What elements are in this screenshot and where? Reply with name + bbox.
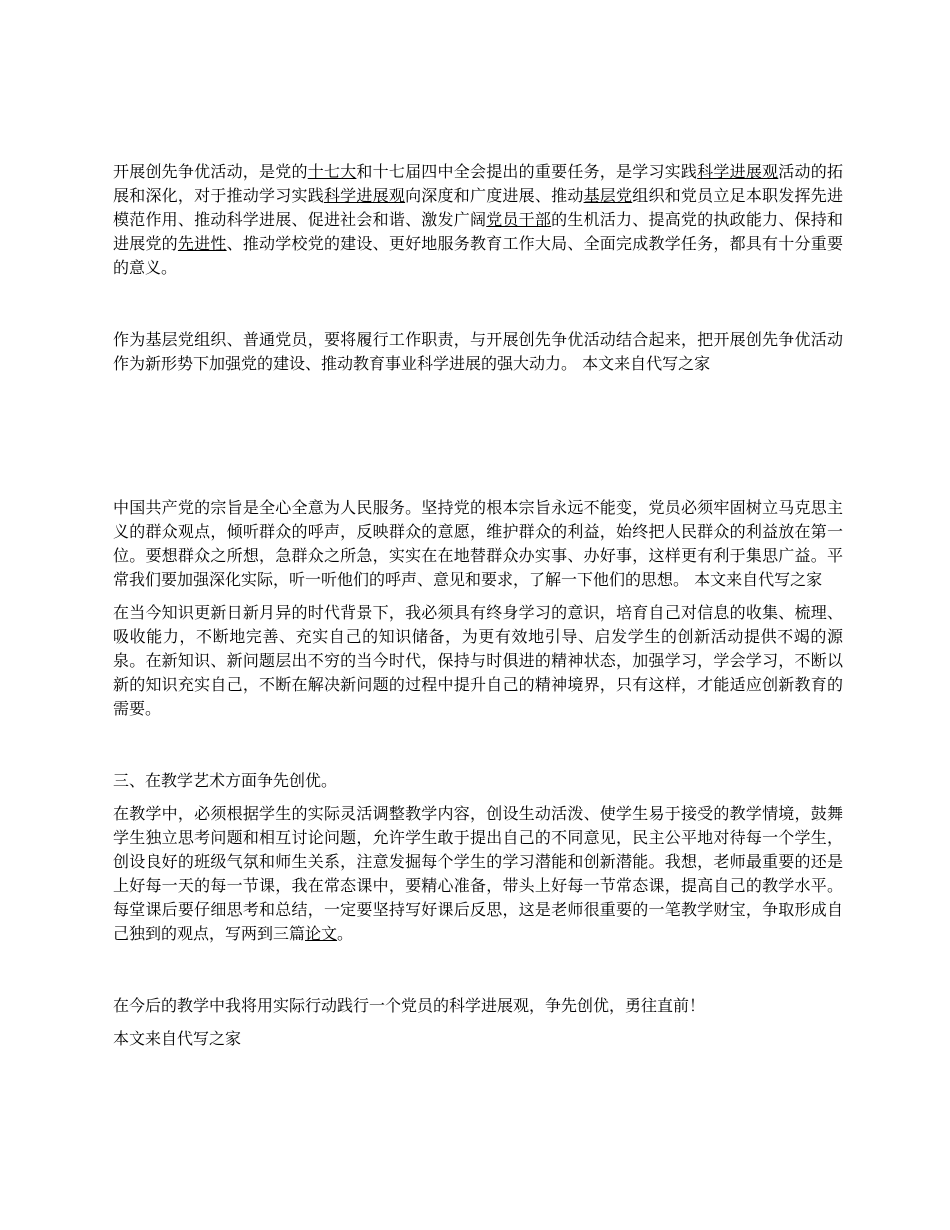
link-kexue-jinzhanguan-2[interactable]: 科学进展观 [323, 186, 406, 205]
link-lunwen[interactable]: 论文 [305, 924, 338, 943]
paragraph-party-purpose: 中国共产党的宗旨是全心全意为人民服务。坚持党的根本宗旨永远不能变，党员必须牢固树立马克思主义的群众观点，倾听群众的呼声，反映群众的意愿，维护群众的利益，始终把人民群众的利益放在第一位。要想群众之所想，急群众之所急，实实在在地替群众办实事、办好事，这样更有利于集思广益。平常我们要加强深化实际，听一听他们的呼声、意见和要求，了解一下他们的思想。 本文来自代写之家 [113, 498, 843, 589]
link-dangyuan-ganbu[interactable]: 党员干部 [486, 210, 552, 229]
text-run: 组织和党员立足本职发挥先进模范作用、推动科学进展、促进社会和谐、激发广阔 [113, 186, 843, 229]
link-xianjinxing[interactable]: 先进性 [177, 234, 227, 253]
link-jiceng-dang[interactable]: 基层党 [583, 186, 633, 205]
text-run: 的生机活力、提高党的执政能力、保持和进展党的 [113, 210, 843, 253]
text-run: 。 [337, 924, 354, 943]
document-body [113, 160, 843, 1051]
paragraph-teaching [113, 802, 843, 946]
paragraph-intro [113, 160, 843, 280]
text-run: 在教学中，必须根据学生的实际灵活调整教学内容，创设生动活泼、使学生易于接受的教学情境，鼓舞学生独立思考问题和相互讨论问题，允许学生敢于提出自己的不同意见，民主公平地对待每一个学生，创设良好的班级气氛和师生关系，注意发掘每个学生的学习潜能和创新潜能。我想，老师最重要的还是上好每一天的每一节课，我在常态课中，要精心准备，带头上好每一节常态课，提高自己的教学水平。每堂课后要仔细思考和总结，一定要坚持写好课后反思，这是老师很重要的一笔教学财宝，争取形成自己独到的观点，写两到三篇 [113, 804, 843, 943]
text-run: 向深度和广度进展、推动 [405, 186, 584, 205]
text-run: 活动的拓展和深化，对于推动学习实践 [113, 162, 843, 205]
text-run: 和十七届四中全会提出的重要任务，是学习实践 [356, 162, 698, 181]
paragraph-duty: 作为基层党组织、普通党员，要将履行工作职责，与开展创先争优活动结合起来，把开展创先争优活动作为新形势下加强党的建设、推动教育事业科学进展的强大动力。 本文来自代写之家 [113, 330, 843, 373]
text-run: 、推动学校党的建设、更好地服务教育工作大局、全面完成教学任务，都具有十分重要的意义。 [113, 234, 843, 277]
paragraph-conclusion: 在今后的教学中我将用实际行动践行一个党员的科学进展观，争先创优，勇往直前！ [113, 996, 706, 1015]
paragraph-source-note: 本文来自代写之家 [113, 1029, 242, 1048]
text-run: 开展创先争优活动，是党的 [113, 162, 308, 181]
link-kexue-jinzhanguan-1[interactable]: 科学进展观 [697, 162, 779, 181]
paragraph-lifelong-learning: 在当今知识更新日新月异的时代背景下，我必须具有终身学习的意识，培育自己对信息的收集、梳理、吸收能力，不断地完善、充实自己的知识储备，为更有效地引导、启发学生的创新活动提供不竭的源泉。在新知识、新问题层出不穷的当今时代，保持与时俱进的精神状态，加强学习，学会学习，不断以新的知识充实自己，不断在解决新问题的过程中提升自己的精神境界，只有这样，才能适应创新教育的需要。 [113, 603, 843, 718]
link-shiqida[interactable]: 十七大 [307, 162, 357, 181]
section-heading-teaching-art: 三、在教学艺术方面争先创优。 [113, 771, 338, 790]
